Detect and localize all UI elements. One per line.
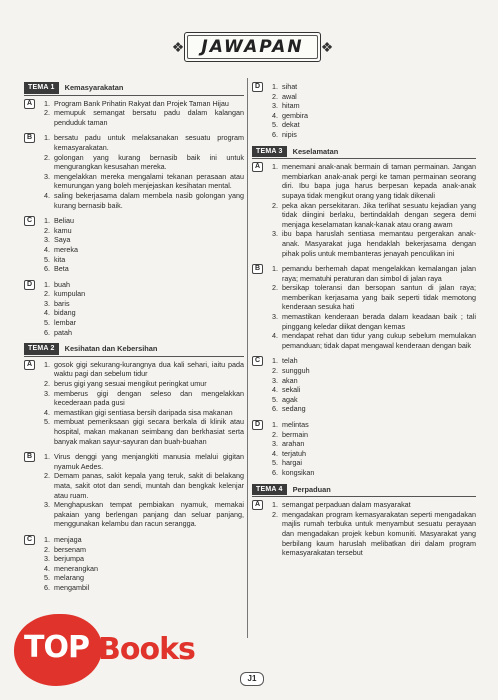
answer-number: 1. [272,264,278,274]
answer-text: berjumpa [54,554,84,564]
answer-number: 1. [272,356,278,366]
column-divider [247,78,248,638]
answer-item [41,554,244,564]
answer-text: melintas [282,420,309,429]
answer-list [41,535,244,593]
answer-number: 5. [272,120,278,130]
answer-number: 3. [272,229,278,239]
answer-text: memupuk semangat bersatu padu dalam kalangan penduduk taman [54,108,244,127]
answer-number: 6. [44,327,50,337]
section-letter: D [252,420,263,430]
answer-item [269,101,476,111]
answer-item [269,92,476,102]
answer-number: 1. [272,162,278,172]
answer-text: Saya [54,235,71,245]
answer-list [269,356,476,414]
section-letter: C [252,356,263,366]
answer-text: dekat [282,120,300,130]
answer-number: 6. [44,582,50,592]
section-letter: A [24,99,35,109]
answer-number: 3. [44,171,50,181]
answer-number: 1. [44,133,50,143]
answer-text: bersikap toleransi dan bersopan santun di jalan raya; memberikan kerjasama yang baik seperti tidak memotong kenderaan sesuka hati [282,283,476,312]
answer-item [41,108,244,127]
answer-text: sekali [282,385,301,395]
tema-tag: TEMA 1 [24,82,59,94]
answer-number: 2. [272,283,278,293]
answer-text: bermain [282,429,308,439]
tema-name: Perpaduan [292,484,331,494]
answer-number: 5. [272,458,278,468]
answer-item [269,468,476,478]
answer-number: 5. [44,254,50,264]
answer-section [24,360,244,446]
answer-item [41,318,244,328]
answer-text: saling bekerjasama dalam membela nasib golongan yang kurang bernasib baik. [54,190,244,210]
answer-number: 3. [272,101,278,111]
answer-number: 3. [44,235,50,245]
section-letter: C [24,216,35,226]
answer-section [252,500,476,558]
answer-section [252,356,476,414]
answer-number: 1. [272,82,278,91]
answer-item [269,500,476,510]
answer-item [269,385,476,395]
answer-text: mengambil [54,582,90,592]
answer-item [41,545,244,555]
answer-item [41,564,244,574]
page-number: J1 [240,672,264,686]
answer-list [41,452,244,529]
topbooks-logo [14,608,214,690]
answer-item [41,500,244,529]
answer-number: 2. [44,152,50,162]
answer-text: golongan yang kurang bernasib baik ini untuk mengurangkan kesusahan mereka. [54,152,244,172]
answer-number: 6. [272,404,278,414]
answer-text: kamu [54,225,72,235]
answer-text: hargai [282,458,302,468]
section-letter: B [24,452,35,462]
answer-number: 4. [44,244,50,254]
answer-number: 3. [44,298,50,308]
answer-number: 3. [272,375,278,385]
tema-heading [24,343,244,357]
page-title: JAWAPAN [201,37,304,57]
answer-item [269,312,476,331]
answer-section [24,216,244,274]
answer-text: memastikan gigi sentiasa bersih daripada sisa makanan [54,407,233,417]
answer-number: 4. [44,407,50,417]
answer-item [41,299,244,309]
answer-text: mengadakan program kemasyarakatan seperti mengadakan majlis rumah terbuka untuk menyambut sesuatu perayaan dan mengadakan projek kebun komuniti. Masyarakat yang berbilang kaum haruslah melibatkan diri dalam program kemasyarakatan tersebut [282,509,476,558]
answer-number: 5. [272,394,278,404]
answer-number: 4. [44,563,50,573]
answer-section [24,452,244,529]
answer-text: sihat [282,82,298,91]
answer-item [41,328,244,338]
answer-item [41,235,244,245]
answer-number: 4. [44,190,50,200]
answer-item [41,379,244,389]
right-ornament-icon: ❖ [320,39,334,55]
answer-section [24,535,244,593]
answer-number: 1. [44,359,50,369]
answer-item [41,153,244,172]
answer-number: 1. [272,500,278,510]
answer-list [269,420,476,478]
answer-text: mengelakkan mereka mengalami tekanan perasaan atau kemurungan yang boleh menjejaskan kesihatan mental. [54,171,244,191]
answer-item [269,111,476,121]
answer-text: mendapat rehat dan tidur yang cukup sebelum memulakan pemanduan; tidak dapat mengawal kenderaan dengan baik [282,331,476,350]
answer-number: 2. [44,471,50,481]
right-column [252,80,476,564]
answer-number: 5. [44,573,50,583]
answer-text: Beliau [54,216,74,226]
answer-number: 1. [44,98,50,108]
answer-text: melarang [54,573,84,583]
answer-item [41,289,244,299]
title-box [184,32,321,62]
answer-number: 3. [272,439,278,449]
answer-text: berus gigi yang sesuai mengikut peringkat umur [54,379,207,389]
answer-text: terjatuh [282,448,306,458]
answer-number: 5. [44,318,50,328]
answer-item [41,308,244,318]
answer-item [41,452,244,471]
answer-item [41,133,244,152]
answer-text: kumpulan [54,289,86,299]
answer-item [269,130,476,140]
answer-item [269,449,476,459]
answer-section [252,420,476,478]
logo-top-text: TOP [24,630,89,665]
answer-text: peka akan persekitaran. Jika terlihat sesuatu kejadian yang tidak diingini berlaku, bertindaklah dengan segera demi menjaga keselamatan kanak-kanak atau orang awam [282,200,476,229]
answer-text: hitam [282,101,300,111]
answer-number: 3. [44,554,50,564]
answer-text: ibu bapa haruslah sentiasa memantau pergerakan anak-anak. Masyarakat juga hendaklah bekerjasama dengan pihak polis untuk membanteras jenayah penculikan ini [282,229,476,258]
tema-tag: TEMA 3 [252,146,287,158]
answer-item [269,120,476,130]
answer-item [41,245,244,255]
answer-item [41,172,244,191]
answer-section [24,280,244,338]
answer-item [41,471,244,500]
answer-number: 1. [44,534,50,544]
section-letter: B [24,133,35,143]
answer-number: 2. [272,200,278,210]
answer-text: baris [54,298,70,308]
answer-number: 4. [272,110,278,120]
tema-heading [24,82,244,96]
answer-text: mereka [54,244,78,254]
tema-name: Keselamatan [292,146,339,156]
answer-section [24,99,244,128]
answer-text: agak [282,394,298,404]
answer-number: 2. [44,289,50,299]
answer-number: 4. [272,331,278,341]
answer-item [269,229,476,258]
tema-name: Kemasyarakatan [64,83,124,92]
answer-text: sungguh [282,366,310,376]
tema-heading [252,484,476,498]
answer-number: 1. [44,452,50,462]
answer-item [41,99,244,109]
answer-section [24,133,244,210]
answer-text: semangat perpaduan dalam masyarakat [282,500,411,510]
section-letter: A [252,500,263,510]
tema-tag: TEMA 2 [24,343,59,355]
answer-list [269,500,476,558]
answer-number: 2. [272,429,278,439]
answer-number: 3. [44,500,50,510]
answer-number: 5. [44,417,50,427]
tema-name: Kesihatan dan Kebersihan [64,344,158,354]
answer-item [269,430,476,440]
answer-text: gosok gigi sekurang-kurangnya dua kali sehari, iaitu pada waktu pagi dan sebelum tidur [54,359,244,379]
answer-text: bersenam [54,544,86,554]
answer-item [269,395,476,405]
answer-text: Program Bank Prihatin Rakyat dan Projek Taman Hijau [54,98,229,108]
answer-list [269,82,476,140]
answer-text: Virus denggi yang menjangkiti manusia melalui gigitan nyamuk Aedes. [54,452,244,471]
answer-number: 3. [44,388,50,398]
answer-text: gembira [282,110,308,120]
answer-text: akan [282,375,298,385]
answer-text: sedang [282,404,306,414]
answer-list [269,162,476,258]
answer-text: kongsikan [282,467,315,477]
answer-number: 2. [44,225,50,235]
answer-item [269,510,476,558]
answer-item [41,216,244,226]
answer-text: menemani anak-anak bermain di taman permainan. Jangan membiarkan anak-anak pergi ke taman permainan seorang diri. Ibu bapa juga harus berpesan kepada anak-anak supaya tidak mengikut orang yang tidak dikenali [282,162,476,200]
answer-list [41,360,244,446]
answer-number: 2. [44,544,50,554]
answer-list [41,216,244,274]
answer-number: 1. [44,279,50,289]
answer-text: Menghapuskan tempat pembiakan nyamuk, memakai pakaian yang berlengan panjang dan seluar panjang, menggunakan kelambu dan racun serangga. [54,500,244,529]
answer-text: kita [54,254,66,264]
answer-number: 2. [44,108,50,118]
answer-number: 2. [272,509,278,519]
answer-item [269,356,476,366]
title-banner [170,30,335,64]
answer-item [41,226,244,236]
answer-item [41,360,244,379]
answer-number: 6. [272,129,278,139]
left-ornament-icon: ❖ [171,39,185,55]
answer-item [269,458,476,468]
left-column [24,80,244,599]
answer-text: memastikan kenderaan berada dalam keadaan baik ; tali pinggang keledar diikat dengan kemas [282,312,476,331]
answer-item [41,417,244,446]
answer-number: 4. [272,448,278,458]
section-letter: D [252,82,263,92]
logo-books-text: Books [98,632,195,667]
answer-item [41,408,244,418]
answer-number: 2. [272,366,278,376]
answer-number: 1. [272,420,278,429]
tema-heading [252,146,476,160]
answer-number: 2. [44,379,50,389]
answer-item [269,376,476,386]
section-letter: B [252,264,263,274]
answer-item [41,280,244,290]
answer-text: buah [54,279,70,289]
answer-number: 4. [272,385,278,395]
answer-item [41,264,244,274]
section-letter: A [252,162,263,172]
answer-item [41,255,244,265]
answer-text: bidang [54,308,76,318]
answer-text: menerangkan [54,563,98,573]
answer-item [41,389,244,408]
answer-text: telah [282,356,298,366]
answer-text: awal [282,91,297,101]
answer-number: 4. [44,308,50,318]
answer-item [269,331,476,350]
answer-item [269,404,476,414]
answer-text: memberus gigi dengan seleso dan mengelakkan kecederaan pada gusi [54,388,244,408]
answer-list [41,280,244,338]
answer-number: 6. [44,264,50,274]
answer-list [41,99,244,128]
answer-text: Demam panas, sakit kepala yang teruk, sakit di belakang mata, sakit otot dan sendi, muntah dan bengkak kelenjar atau ruam. [54,471,244,500]
answer-text: nipis [282,129,297,139]
answer-section [252,162,476,258]
answer-text: pemandu berhemah dapat mengelakkan kemalangan jalan raya; mematuhi peraturan dan simbol di jalan raya [282,264,476,283]
answer-item [41,191,244,210]
answer-number: 3. [272,312,278,322]
answer-text: bersatu padu untuk melaksanakan sesuatu program kemasyarakatan. [54,133,244,152]
answer-number: 2. [272,91,278,101]
answer-list [269,264,476,350]
answer-item [269,82,476,92]
tema-tag: TEMA 4 [252,484,287,496]
answer-item [269,283,476,312]
answer-item [269,162,476,200]
answer-item [41,583,244,593]
answer-item [41,573,244,583]
section-letter: C [24,535,35,545]
section-letter: A [24,360,35,370]
answer-text: menjaga [54,534,82,544]
answer-text: membuat pemeriksaan gigi secara berkala di klinik atau hospital, makan makanan seimbang dan berkhasiat serta banyak makan sayur-sayuran dan buah-buahan [54,417,244,446]
answer-item [269,439,476,449]
answer-text: patah [54,327,72,337]
answer-text: lembar [54,318,76,328]
answer-item [269,420,476,430]
answer-item [269,264,476,283]
answer-item [269,201,476,230]
section-letter: D [24,280,35,290]
answer-number: 6. [272,467,278,477]
answer-list [41,133,244,210]
answer-text: arahan [282,439,305,449]
answer-item [269,366,476,376]
answer-section [252,82,476,140]
answer-text: Beta [54,264,69,274]
answer-section [252,264,476,350]
answer-item [41,535,244,545]
answer-number: 1. [44,216,50,226]
